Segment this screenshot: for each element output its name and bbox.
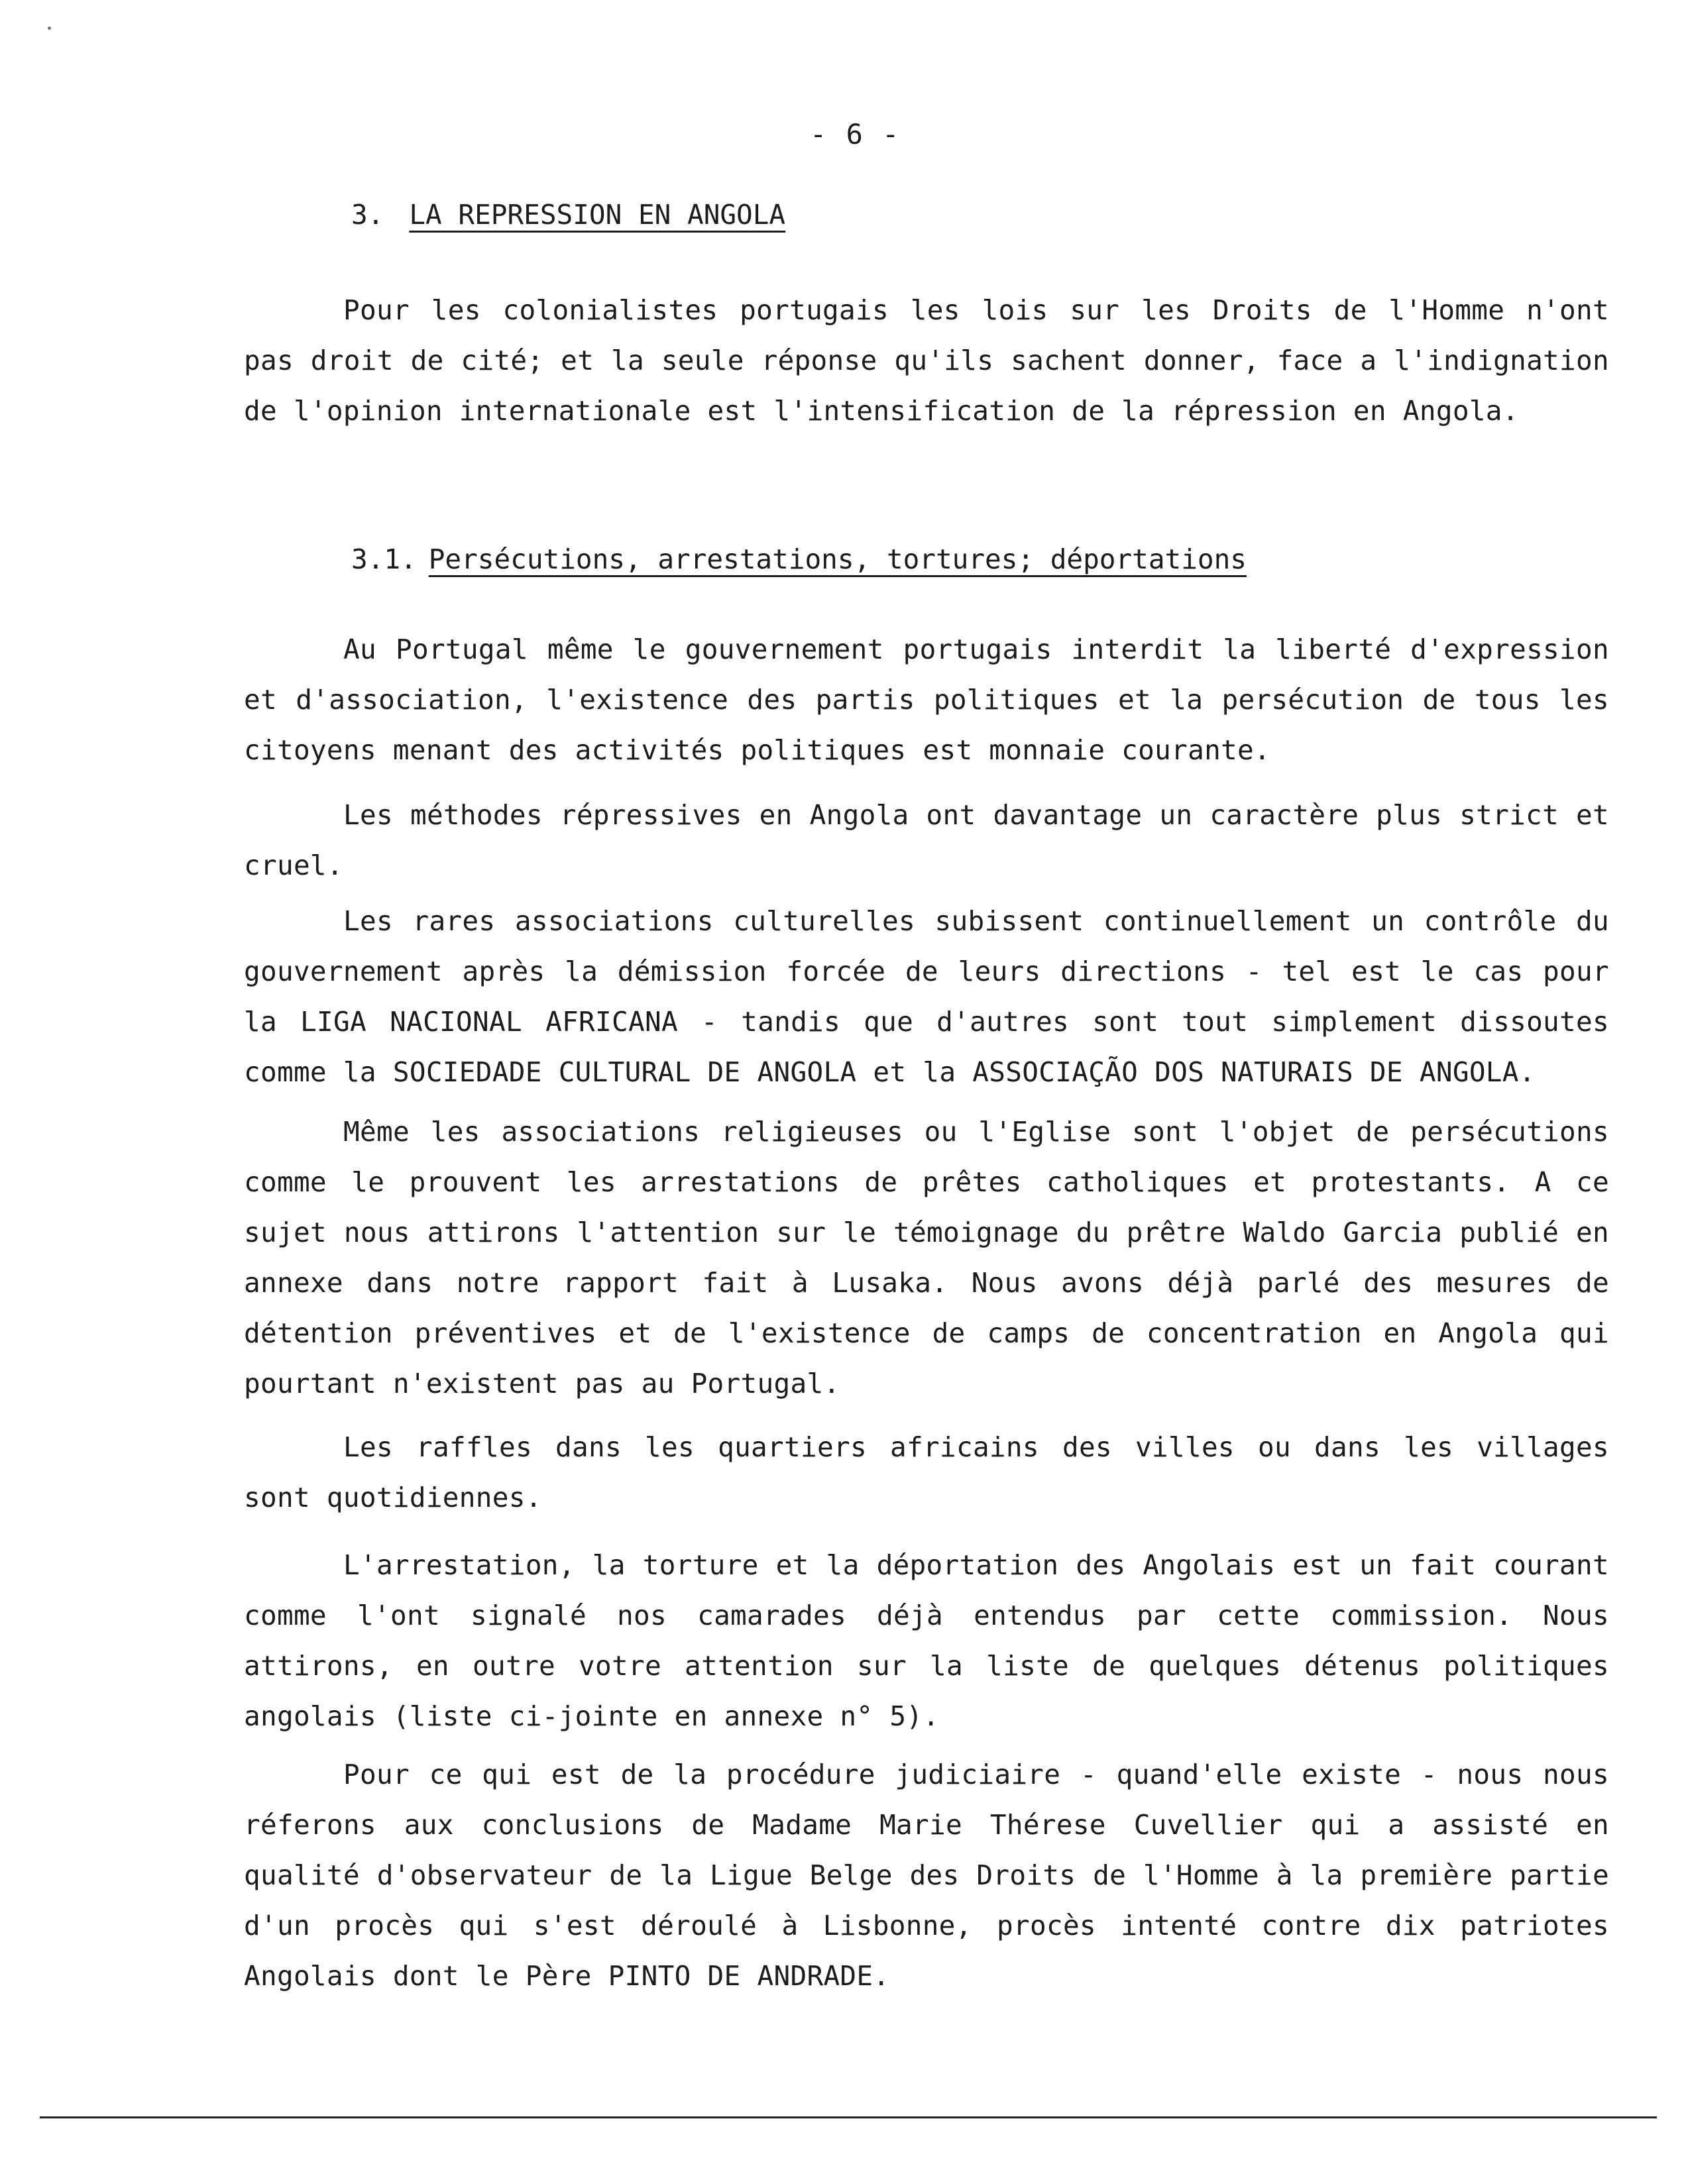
paragraph-methods: Les méthodes répressives en Angola ont davantage un caractère plus strict et cruel. xyxy=(244,799,1609,881)
section-number: 3. xyxy=(351,199,384,231)
paragraph-portugal: Au Portugal même le gouvernement portugais interdit la liberté d'expression et d'association, l'existence des partis politiques et la persécution de tous les citoyens menant des activités politiques est monnaie courante. xyxy=(244,633,1609,766)
paragraph-associations: Les rares associations culturelles subissent continuellement un contrôle du gouvernement après la démission forcée de leurs directions - tel est le cas pour la LIGA NACIONAL AFRICANA - tandis que d'autres sont tout simplement dissoutes comme la SOCIEDADE CULTURAL DE ANGOLA et la ASSOCIAÇÃO DOS NATURAIS DE ANGOLA. xyxy=(244,905,1609,1088)
subsection-number: 3.1. xyxy=(351,543,417,575)
section-heading-3 xyxy=(351,199,785,231)
footer-rule xyxy=(40,2116,1657,2118)
paragraph-raffles: Les raffles dans les quartiers africains des villes ou dans les villages sont quotidiennes. xyxy=(244,1431,1609,1513)
paragraph-intro: Pour les colonialistes portugais les lois sur les Droits de l'Homme n'ont pas droit de cité; et la seule réponse qu'ils sachent donner, face a l'indignation de l'opinion internationale est l'intensification de la répression en Angola. xyxy=(244,294,1609,427)
subsection-title: Persécutions, arrestations, tortures; déportations xyxy=(428,543,1247,575)
page-number: - 6 - xyxy=(810,118,901,150)
paragraph-religious: Même les associations religieuses ou l'Eglise sont l'objet de persécutions comme le prouvent les arrestations de prêtes catholiques et protestants. A ce sujet nous attirons l'attention sur le témoignage du prêtre Waldo Garcia publié en annexe dans notre rapport fait à Lusaka. Nous avons déjà parlé des mesures de détention préventives et de l'existence de camps de concentration en Angola qui pourtant n'existent pas au Portugal. xyxy=(244,1116,1609,1399)
paragraph-arrests: L'arrestation, la torture et la déportation des Angolais est un fait courant comme l'ont signalé nos camarades déjà entendus par cette commission. Nous attirons, en outre votre attention sur la liste de quelques détenus politiques angolais (liste ci-jointe en annexe n° 5). xyxy=(244,1549,1609,1732)
section-title: LA REPRESSION EN ANGOLA xyxy=(409,199,786,231)
section-heading-3-1 xyxy=(351,543,1247,575)
paragraph-procedure: Pour ce qui est de la procédure judiciaire - quand'elle existe - nous nous réferons aux conclusions de Madame Marie Thérese Cuvellier qui a assisté en qualité d'observateur de la Ligue Belge des Droits de l'Homme à la première partie d'un procès qui s'est déroulé à Lisbonne, procès intenté contre dix patriotes Angolais dont le Père PINTO DE ANDRADE. xyxy=(244,1759,1609,1992)
scan-speck xyxy=(48,27,51,30)
